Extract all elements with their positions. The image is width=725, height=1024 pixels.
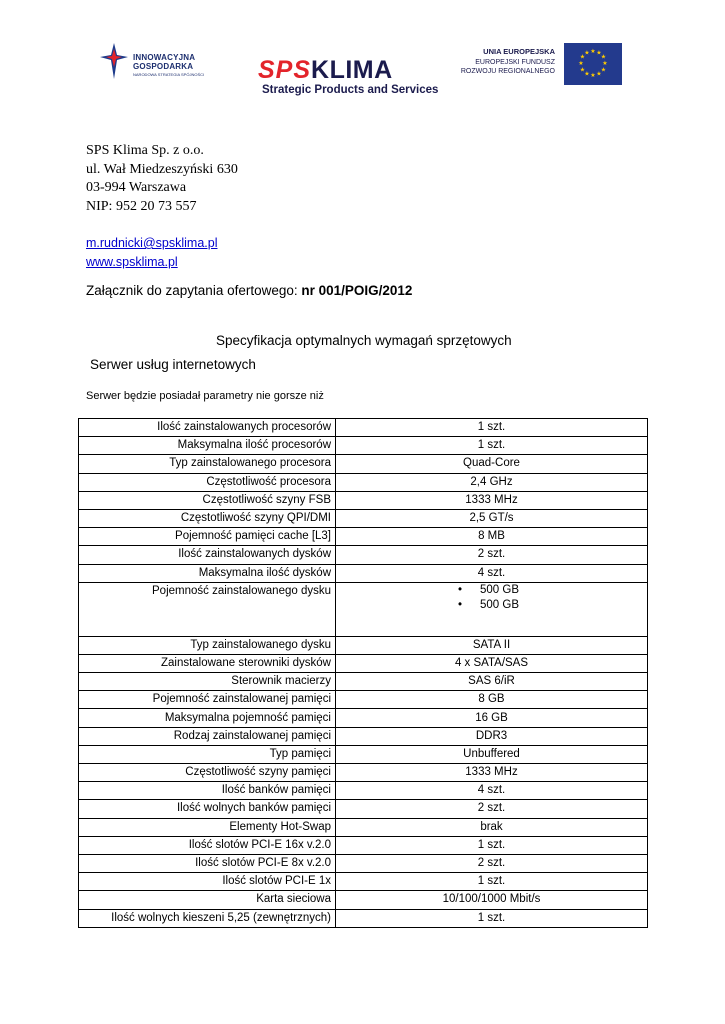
eu-flag-icon [564,43,622,85]
spec-value: 1 szt. [336,836,648,854]
spec-key: Maksymalna pojemność pamięci [79,709,336,727]
spsklima-tagline: Strategic Products and Services [262,84,439,96]
spec-key: Maksymalna ilość procesorów [79,437,336,455]
table-row [79,873,648,891]
spec-key: Pojemność zainstalowanej pamięci [79,691,336,709]
spec-key: Ilość banków pamięci [79,782,336,800]
table-row [79,491,648,509]
svg-text:★: ★ [584,70,590,78]
spec-key: Typ zainstalowanego dysku [79,636,336,654]
spec-key: Ilość slotów PCI-E 1x [79,873,336,891]
email-link[interactable]: m.rudnicki@spsklima.pl [86,236,218,250]
contact-links [86,234,217,271]
spec-value: 2 szt. [336,854,648,872]
table-row [79,691,648,709]
spec-value [336,582,648,636]
spec-value: 1 szt. [336,873,648,891]
table-row [79,836,648,854]
spec-value: 2 szt. [336,546,648,564]
spec-key: Sterownik macierzy [79,673,336,691]
specification-title: Specyfikacja optymalnych wymagań sprzętowych [216,333,512,348]
eu-logo [462,43,622,85]
spec-value: 1 szt. [336,419,648,437]
spec-key: Częstotliwość szyny QPI/DMI [79,509,336,527]
table-row [79,782,648,800]
spsklima-wordmark [258,57,393,83]
spec-value: 4 szt. [336,564,648,582]
svg-text:★: ★ [596,49,602,57]
svg-text:★: ★ [584,49,590,57]
spec-key: Częstotliwość szyny FSB [79,491,336,509]
list-item: • 500 GB [340,583,643,599]
spec-value: 8 GB [336,691,648,709]
spsklima-klima: KLIMA [311,56,393,84]
spec-key: Ilość zainstalowanych dysków [79,546,336,564]
svg-text:★: ★ [579,53,586,61]
table-row [79,909,648,927]
ig-logo-line1: INNOWACYJNA [133,53,196,62]
eu-logo-line2: EUROPEJSKI FUNDUSZ [475,59,555,66]
spec-value: 10/100/1000 Mbit/s [336,891,648,909]
attachment-line [86,283,412,298]
spec-key: Ilość wolnych banków pamięci [79,800,336,818]
spec-key: Pojemność zainstalowanego dysku [79,582,336,636]
innowacyjna-gospodarka-logo [100,43,225,83]
spec-value: 1333 MHz [336,764,648,782]
spec-value: 4 szt. [336,782,648,800]
spec-value: 2,4 GHz [336,473,648,491]
table-row [79,546,648,564]
spec-value: SATA II [336,636,648,654]
spec-value: 8 MB [336,528,648,546]
spec-key: Częstotliwość procesora [79,473,336,491]
spec-key: Ilość slotów PCI-E 8x v.2.0 [79,854,336,872]
spec-key: Elementy Hot-Swap [79,818,336,836]
svg-text:★: ★ [600,66,607,74]
svg-text:★: ★ [596,70,602,78]
table-row [79,636,648,654]
spec-value: 1 szt. [336,437,648,455]
attachment-number: nr 001/POIG/2012 [301,283,413,298]
spec-value: 2,5 GT/s [336,509,648,527]
table-row [79,727,648,745]
table-row [79,745,648,763]
spsklima-logo [258,52,448,102]
address-block [86,142,238,217]
spec-table-body [79,419,648,928]
ig-logo-line2: GOSPODARKA [133,62,194,71]
spec-key: Karta sieciowa [79,891,336,909]
spec-value: 1333 MHz [336,491,648,509]
spec-key: Typ pamięci [79,745,336,763]
company-name: SPS Klima Sp. z o.o. [86,143,204,158]
table-row [79,764,648,782]
svg-text:★: ★ [579,66,586,74]
eu-logo-line3: ROZWOJU REGIONALNEGO [460,68,555,75]
ig-star-icon [100,43,128,79]
svg-text:★: ★ [590,48,596,55]
spec-value: 4 x SATA/SAS [336,654,648,672]
spec-key: Ilość wolnych kieszeni 5,25 (zewnętrznych) [79,909,336,927]
spsklima-sps: SPS [258,56,312,84]
svg-text:★: ★ [602,60,608,67]
spec-key: Ilość slotów PCI-E 16x v.2.0 [79,836,336,854]
spec-key: Ilość zainstalowanych procesorów [79,419,336,437]
table-row [79,455,648,473]
spec-value: DDR3 [336,727,648,745]
table-row [79,654,648,672]
spec-value: brak [336,818,648,836]
ig-logo-line3: NARODOWA STRATEGIA SPÓJNOŚCI [133,72,205,77]
table-row [79,854,648,872]
table-row [79,673,648,691]
spec-key: Rodzaj zainstalowanej pamięci [79,727,336,745]
eu-logo-line1: UNIA EUROPEJSKA [483,47,555,56]
spec-key: Pojemność pamięci cache [L3] [79,528,336,546]
spec-key: Częstotliwość szyny pamięci [79,764,336,782]
spec-key: Maksymalna ilość dysków [79,564,336,582]
spec-key: Typ zainstalowanego procesora [79,455,336,473]
svg-text:★: ★ [578,60,584,67]
list-item: • 500 GB [340,598,643,614]
spec-value: 1 szt. [336,909,648,927]
table-row [79,709,648,727]
svg-text:★: ★ [600,53,607,61]
attachment-label: Załącznik do zapytania ofertowego: [86,283,302,298]
table-row [79,419,648,437]
spec-table [78,418,648,928]
intro-text: Serwer będzie posiadał parametry nie gorsze niż [86,390,324,402]
server-title: Serwer usług internetowych [90,357,256,372]
table-row [79,891,648,909]
spec-value: 2 szt. [336,800,648,818]
table-row [79,509,648,527]
spec-key: Zainstalowane sterowniki dysków [79,654,336,672]
spec-value: 16 GB [336,709,648,727]
spec-value: Unbuffered [336,745,648,763]
table-row [79,473,648,491]
nip-number: NIP: 952 20 73 557 [86,199,197,215]
disk-capacity-list [340,583,643,614]
spec-value: Quad-Core [336,455,648,473]
svg-text:★: ★ [590,72,596,79]
table-row [79,582,648,636]
city-address: 03-994 Warszawa [86,180,187,196]
table-row [79,818,648,836]
table-row [79,564,648,582]
table-row [79,437,648,455]
street-address: ul. Wał Miedzeszyński 630 [86,161,238,177]
table-row [79,800,648,818]
website-link[interactable]: www.spsklima.pl [86,254,178,269]
table-row [79,528,648,546]
spec-value: SAS 6/iR [336,673,648,691]
